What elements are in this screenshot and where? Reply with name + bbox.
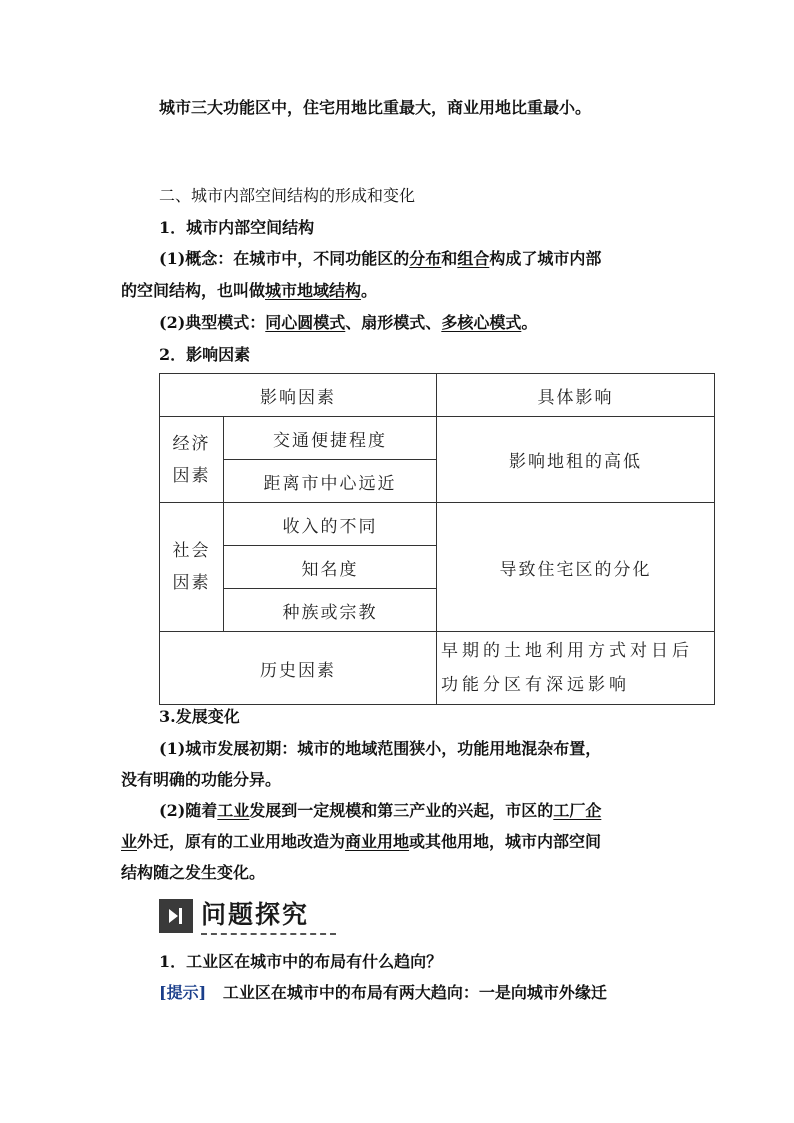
heading-1-number: 1．	[159, 218, 187, 237]
intro-paragraph: 城市三大功能区中，住宅用地比重最大，商业用地比重最小。	[159, 98, 592, 117]
typical-text-b: 、扇形模式、	[345, 313, 442, 332]
dev1-line-1: (1)城市发展初期：城市的地域范围狭小，功能用地混杂布置，	[159, 739, 602, 758]
answer-text: 工业区在城市中的布局有两大趋向：一是向城市外缘迁	[222, 983, 607, 1002]
category-economic	[160, 417, 224, 503]
arrow-right-icon	[159, 899, 193, 933]
concept-text-b: 和	[441, 249, 458, 268]
tip-label: [提示]	[159, 983, 207, 1002]
category-history: 历史因素	[160, 632, 437, 705]
dev2-line-3: 结构随之发生变化。	[121, 863, 266, 882]
answer-1	[159, 982, 607, 1004]
heading-1	[159, 217, 314, 239]
effect-residential: 导致住宅区的分化	[437, 503, 715, 632]
influence-factors-table	[159, 373, 715, 705]
heading-2-number: 2．	[159, 345, 187, 364]
heading-2-text: 影响因素	[186, 345, 251, 364]
dev2-line-1	[159, 800, 601, 822]
concept-line-2	[121, 280, 377, 302]
dev2-line-2	[121, 831, 601, 853]
typical-text-c: 。	[521, 313, 538, 332]
concept-text-c: 构成了城市内部	[489, 249, 602, 268]
concept-text-a: (1)概念：在城市中，不同功能区的	[159, 249, 410, 268]
inquiry-banner	[159, 897, 339, 937]
dev2-term-commercial-land: 商业用地	[345, 832, 410, 851]
question-1: 1．工业区在城市中的布局有什么趋向？	[159, 952, 443, 971]
category-social	[160, 503, 224, 632]
concept-text-e: 。	[361, 281, 378, 300]
effect-rent: 影响地租的高低	[437, 417, 715, 503]
dev2-term-industry: 工业	[217, 801, 250, 820]
effect-history-l2: 功能分区有深远影响	[441, 675, 630, 695]
factor-reputation: 知名度	[224, 546, 437, 589]
section-heading-2: 二、城市内部空间结构的形成和变化	[159, 186, 416, 205]
heading-3: 3.发展变化	[159, 707, 240, 726]
dev2-text-c: 外迁，原有的工业用地改造为	[137, 832, 346, 851]
banner-divider	[201, 933, 336, 935]
concept-text-d: 的空间结构，也叫做	[121, 281, 266, 300]
effect-history-l1: 早期的土地利用方式对日后	[441, 641, 693, 661]
table-row	[160, 632, 715, 705]
table-row	[160, 503, 715, 546]
category-economic-l1: 经济	[172, 433, 211, 454]
dev2-term-factory-part1: 工厂企	[553, 801, 602, 820]
category-social-l2: 因素	[172, 573, 211, 593]
factor-income: 收入的不同	[224, 503, 437, 546]
heading-2	[159, 344, 250, 366]
dev1-line-2: 没有明确的功能分异。	[121, 770, 282, 789]
dev2-text-d: 或其他用地，城市内部空间	[409, 832, 602, 851]
concept-term-combination: 组合	[457, 249, 490, 268]
header-factor: 影响因素	[160, 374, 437, 417]
heading-1-text: 城市内部空间结构	[186, 218, 315, 237]
header-effect: 具体影响	[437, 374, 715, 417]
dev2-term-factory-part2: 业	[121, 832, 138, 851]
dev2-text-b: 发展到一定规模和第三产业的兴起，市区的	[249, 801, 554, 820]
typical-modes-line	[159, 312, 537, 334]
inquiry-banner-title: 问题探究	[201, 900, 310, 929]
concept-term-regional-structure: 城市地域结构	[265, 281, 362, 300]
table-header-row	[160, 374, 715, 417]
typical-term-concentric: 同心圆模式	[265, 313, 346, 332]
concept-line-1	[159, 248, 601, 270]
factor-distance: 距离市中心远近	[224, 460, 437, 503]
factor-transport: 交通便捷程度	[224, 417, 437, 460]
typical-text-a: (2)典型模式：	[159, 313, 266, 332]
concept-term-distribution: 分布	[409, 249, 442, 268]
table-row	[160, 417, 715, 460]
category-economic-l2: 因素	[172, 465, 211, 486]
dev2-text-a: (2)随着	[159, 801, 218, 820]
typical-term-multi-nuclei: 多核心模式	[441, 313, 522, 332]
effect-history	[437, 632, 715, 705]
category-social-l1: 社会	[172, 541, 211, 561]
factor-race-religion: 种族或宗教	[224, 589, 437, 632]
